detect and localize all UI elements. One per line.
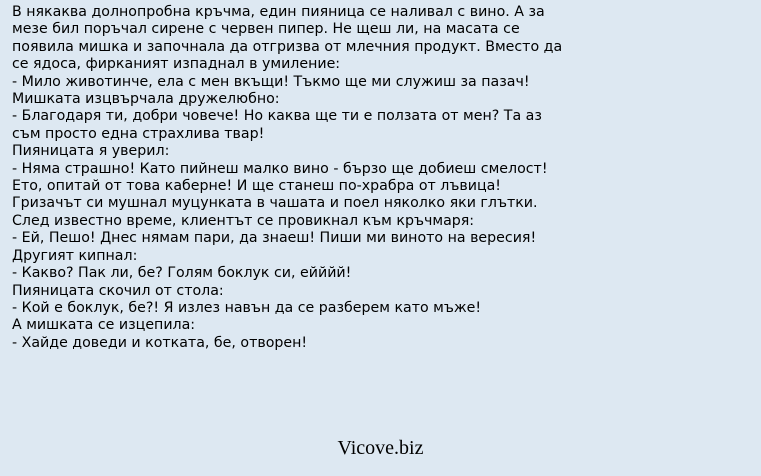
joke-line: съм просто една страхлива твар!: [12, 125, 265, 142]
joke-line: мезе бил поръчал сирене с червен пипер. Не щеш ли, на масата се: [12, 21, 520, 38]
joke-line: - Няма страшно! Като пийнеш малко вино - бързо ще добиеш смелост!: [12, 160, 548, 177]
joke-line: Пияницата я уверил:: [12, 143, 170, 160]
joke-line: Пияницата скочил от стола:: [12, 282, 224, 299]
joke-line: Другият кипнал:: [12, 247, 138, 264]
joke-line: А мишката се изцепила:: [12, 317, 196, 334]
joke-line: След известно време, клиентът се провикнал към кръчмаря:: [12, 212, 475, 229]
joke-text: [12, 4, 754, 352]
joke-line: - Благодаря ти, добри човече! Но каква ще ти е ползата от мен? Та аз: [12, 108, 542, 125]
joke-line: - Кой е боклук, бе?! Я излез навън да се разберем като мъже!: [12, 299, 482, 316]
joke-line: - Мило животинче, ела с мен вкъщи! Тъкмо ще ми служиш за пазач!: [12, 73, 530, 90]
joke-line: - Ей, Пешо! Днес нямам пари, да знаеш! Пиши ми виното на вересия!: [12, 230, 537, 247]
site-watermark: Vicove.biz: [337, 437, 424, 459]
joke-line: Мишката изцвърчала дружелюбно:: [12, 91, 280, 108]
joke-line: - Какво? Пак ли, бе? Голям боклук си, ейййй!: [12, 265, 352, 282]
joke-line: Гризачът си мушнал муцунката в чашата и поел няколко яки глътки.: [12, 195, 538, 212]
joke-line: се ядоса, фирканият изпаднал в умиление:: [12, 56, 341, 73]
joke-line: - Хайде доведи и котката, бе, отворен!: [12, 334, 308, 351]
joke-line: Ето, опитай от това каберне! И ще станеш по-храбра от лъвица!: [12, 178, 501, 195]
joke-line: В някаква долнопробна кръчма, един пияница се наливал с вино. А за: [12, 4, 545, 20]
joke-line: появила мишка и започнала да отгризва от млечния продукт. Вместо да: [12, 38, 563, 55]
